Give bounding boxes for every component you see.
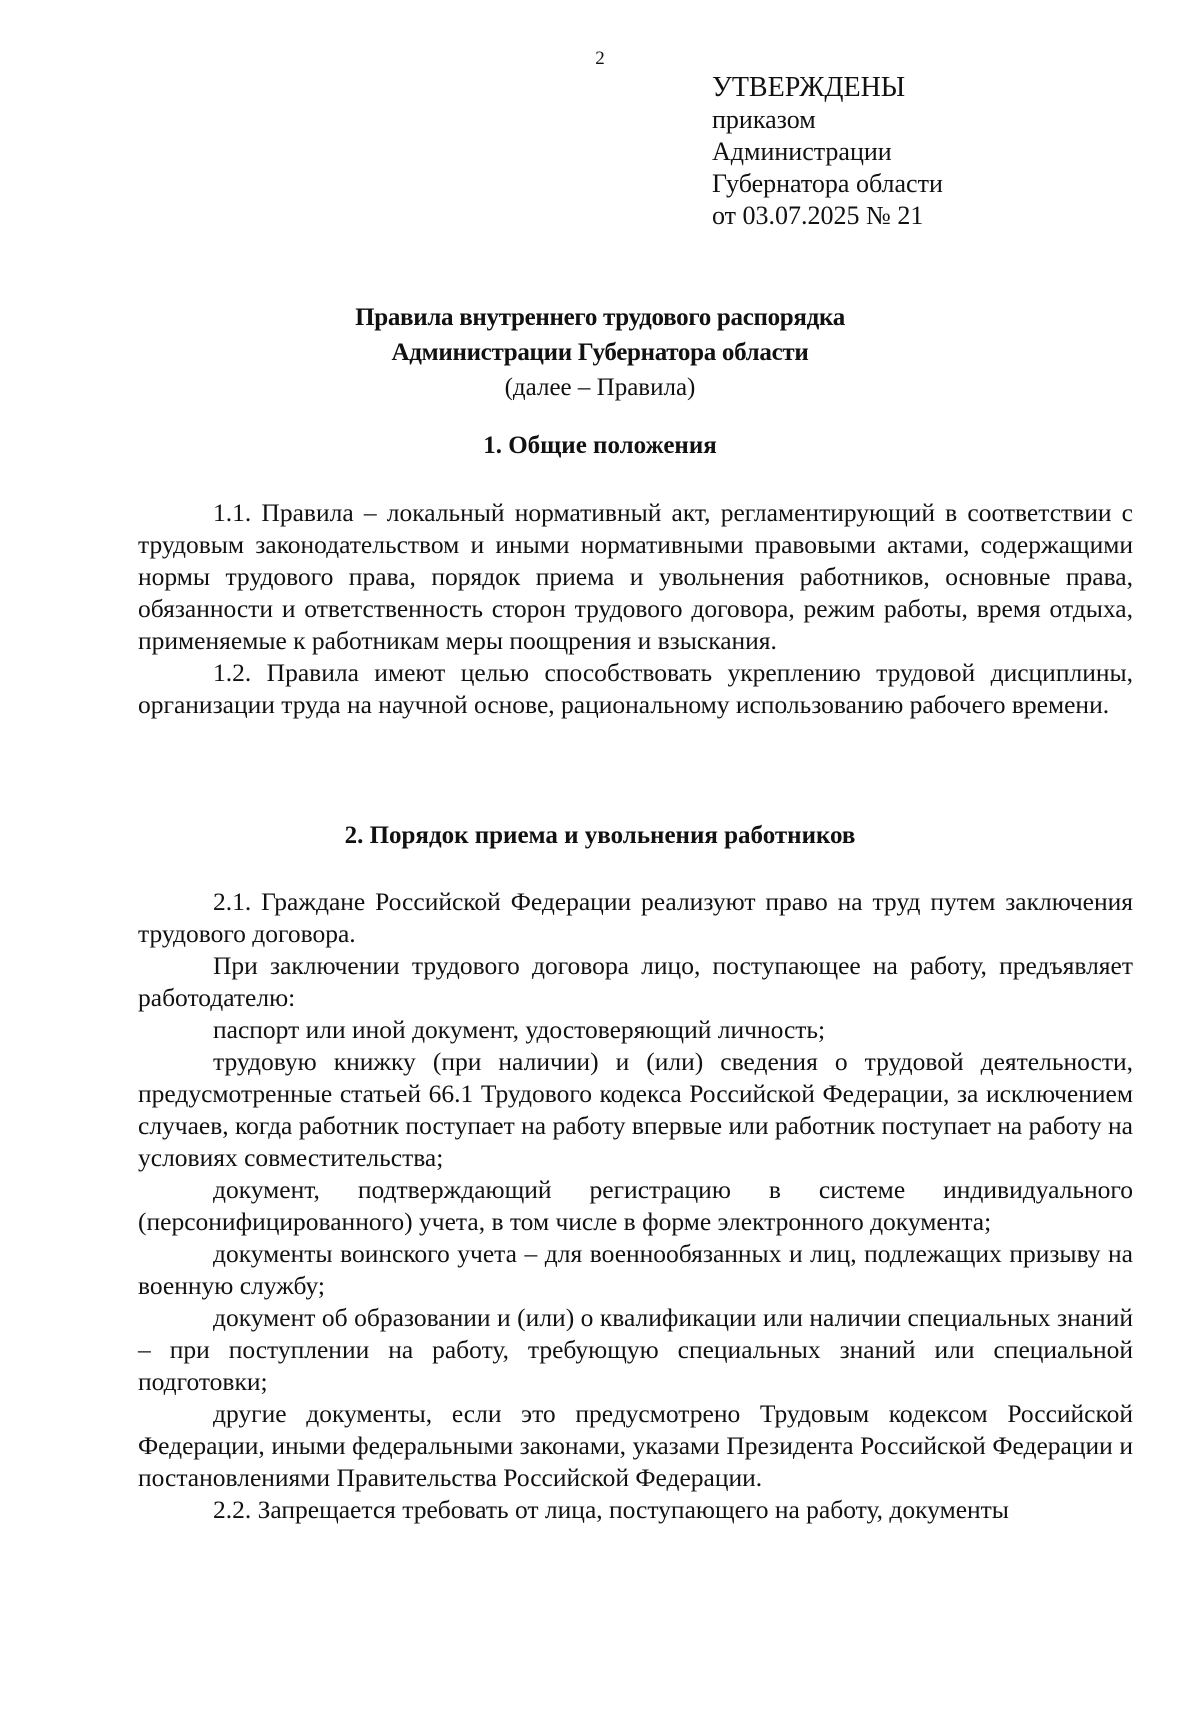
paragraph: 1.2. Правила имеют целью способствовать укреплению трудовой дисциплины, организации труда на научной основе, рациональному использованию рабочего времени. <box>138 658 1133 719</box>
document-title <box>0 300 1200 406</box>
list-item: документы воинского учета – для военнообязанных и лиц, подлежащих призыву на военную службу; <box>138 1239 1133 1300</box>
approval-line: Губернатора области <box>712 169 943 198</box>
paragraph: При заключении трудового договора лицо, поступающее на работу, предъявляет работодателю: <box>138 951 1133 1012</box>
list-item: другие документы, если это предусмотрено Трудовым кодексом Российской Федерации, иными федеральными законами, указами Президента Российской Федерации и постановлениями Правительства Российской Федерации. <box>138 1399 1133 1492</box>
paragraph: 2.1. Граждане Российской Федерации реализуют право на труд путем заключения трудового договора. <box>138 887 1133 948</box>
list-item: паспорт или иной документ, удостоверяющий личность; <box>213 1015 826 1044</box>
paragraph: 1.1. Правила – локальный нормативный акт, регламентирующий в соответствии с трудовым законодательством и иными нормативными правовыми актами, содержащими нормы трудового права, порядок приема и увольнения работников, основные права, обязанности и ответственность сторон трудового договора, режим работы, время отдыха, применяемые к работникам меры поощрения и взыскания. <box>138 498 1133 655</box>
section-1-heading: 1. Общие положения <box>483 432 717 459</box>
section-2-heading: 2. Порядок приема и увольнения работников <box>344 822 856 849</box>
list-item: документ об образовании и (или) о квалификации или наличии специальных знаний – при поступлении на работу, требующую специальных знаний или специальной подготовки; <box>138 1303 1133 1396</box>
section-1-body <box>138 497 1133 721</box>
title-line-1: Правила внутреннего трудового распорядка <box>355 304 845 331</box>
approval-stamp <box>712 72 943 232</box>
approval-line: приказом <box>712 105 816 134</box>
section-2-body <box>138 886 1133 1526</box>
list-item: трудовую книжку (при наличии) и (или) сведения о трудовой деятельности, предусмотренные статьей 66.1 Трудового кодекса Российской Федерации, за исключением случаев, когда работник поступает на работу впервые или работник поступает на работу на условиях совместительства; <box>138 1047 1133 1172</box>
approval-date-number: от 03.07.2025 № 21 <box>712 201 924 230</box>
title-subtitle: (далее – Правила) <box>504 374 696 401</box>
paragraph: 2.2. Запрещается требовать от лица, поступающего на работу, документы <box>213 1495 1009 1524</box>
approval-heading: УТВЕРЖДЕНЫ <box>712 72 906 103</box>
list-item: документ, подтверждающий регистрацию в системе индивидуального (персонифицированного) учета, в том числе в форме электронного документа; <box>138 1175 1133 1236</box>
approval-line: Администрации <box>712 137 892 166</box>
page-number: 2 <box>595 48 605 69</box>
title-line-2: Администрации Губернатора области <box>391 339 809 366</box>
